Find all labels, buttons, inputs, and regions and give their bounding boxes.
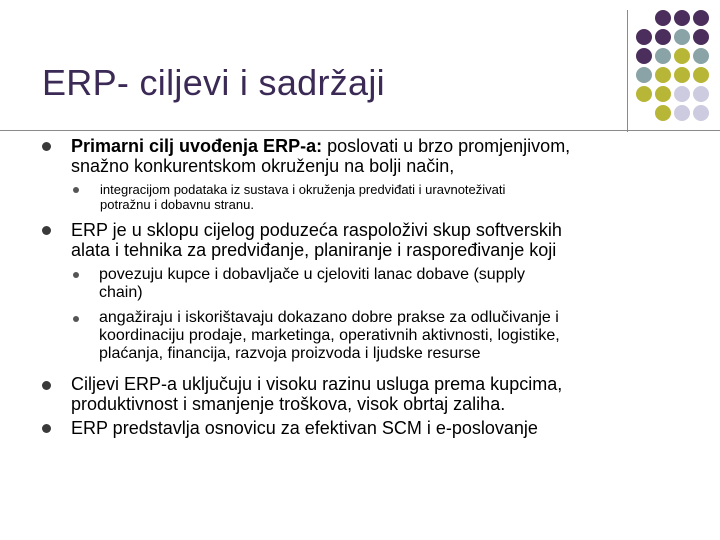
- sub-bullet-dot: [73, 316, 79, 322]
- decorative-dot: [655, 29, 671, 45]
- bullet-dot: [42, 424, 51, 433]
- dot-grid-decoration: [636, 10, 712, 124]
- bullet-dot: [42, 226, 51, 235]
- slide-title: ERP- ciljevi i sadržaji: [42, 62, 385, 103]
- decorative-dot: [693, 29, 709, 45]
- decorative-dot: [655, 105, 671, 121]
- bullet-dot: [42, 381, 51, 390]
- decorative-dot: [674, 67, 690, 83]
- decorative-dot: [693, 10, 709, 26]
- sub-bullet-1-line-1: integracijom podataka iz sustava i okruženja predviđati i uravnoteživati: [100, 182, 506, 197]
- sub-bullet-2a-line-2: chain): [99, 284, 143, 301]
- bullet-1-bold: Primarni cilj uvođenja ERP-a:: [71, 136, 323, 156]
- bullet-2-line-2: alata i tehnika za predviđanje, planiranje i raspoređivanje koji: [71, 240, 557, 260]
- sub-bullet-item-2b: [99, 309, 560, 363]
- empty-dot-cell: [636, 105, 652, 121]
- vertical-divider: [627, 10, 628, 132]
- decorative-dot: [636, 29, 652, 45]
- decorative-dot: [693, 48, 709, 64]
- decorative-dot: [636, 67, 652, 83]
- decorative-dot: [693, 86, 709, 102]
- bullet-dot: [42, 142, 51, 151]
- sub-bullet-2b-line-2: koordinaciju prodaje, marketinga, operativnih aktivnosti, logistike,: [99, 327, 560, 344]
- decorative-dot: [674, 105, 690, 121]
- decorative-dot: [674, 29, 690, 45]
- sub-bullet-1-line-2: potražnu i dobavnu stranu.: [100, 197, 254, 212]
- bullet-1-line-2: snažno konkurentskom okruženju na bolji način,: [71, 156, 455, 176]
- sub-bullet-2a-line-1: povezuju kupce i dobavljače u cjeloviti lanac dobave (supply: [99, 266, 526, 283]
- bullet-1-text: poslovati u brzo promjenjivom,: [322, 136, 571, 156]
- decorative-dot: [655, 48, 671, 64]
- decorative-dot: [693, 105, 709, 121]
- sub-bullet-item-1: [100, 182, 505, 212]
- decorative-dot: [636, 48, 652, 64]
- empty-dot-cell: [636, 10, 652, 26]
- sub-bullet-item-2a: [99, 266, 525, 302]
- decorative-dot: [674, 48, 690, 64]
- decorative-dot: [655, 86, 671, 102]
- bullet-item-2: [71, 220, 562, 260]
- title-divider: [0, 130, 720, 131]
- sub-bullet-dot: [73, 272, 79, 278]
- bullet-3-line-1: Ciljevi ERP-a uključuju i visoku razinu usluga prema kupcima,: [71, 374, 563, 394]
- sub-bullet-dot: [73, 187, 79, 193]
- bullet-2-line-1: ERP je u sklopu cijelog poduzeća raspoloživi skup softverskih: [71, 220, 562, 240]
- decorative-dot: [674, 10, 690, 26]
- decorative-dot: [674, 86, 690, 102]
- sub-bullet-2b-line-1: angažiraju i iskorištavaju dokazano dobre prakse za odlučivanje i: [99, 309, 559, 326]
- bullet-item-4: [71, 418, 538, 438]
- decorative-dot: [655, 10, 671, 26]
- bullet-3-line-2: produktivnost i smanjenje troškova, visok obrtaj zaliha.: [71, 394, 506, 414]
- bullet-item-3: [71, 374, 562, 414]
- sub-bullet-2b-line-3: plaćanja, financija, razvoja proizvoda i ljudske resurse: [99, 345, 481, 362]
- decorative-dot: [693, 67, 709, 83]
- bullet-item-1: [71, 136, 570, 176]
- decorative-dot: [636, 86, 652, 102]
- decorative-dot: [655, 67, 671, 83]
- bullet-4-line-1: ERP predstavlja osnovicu za efektivan SCM i e-poslovanje: [71, 418, 538, 438]
